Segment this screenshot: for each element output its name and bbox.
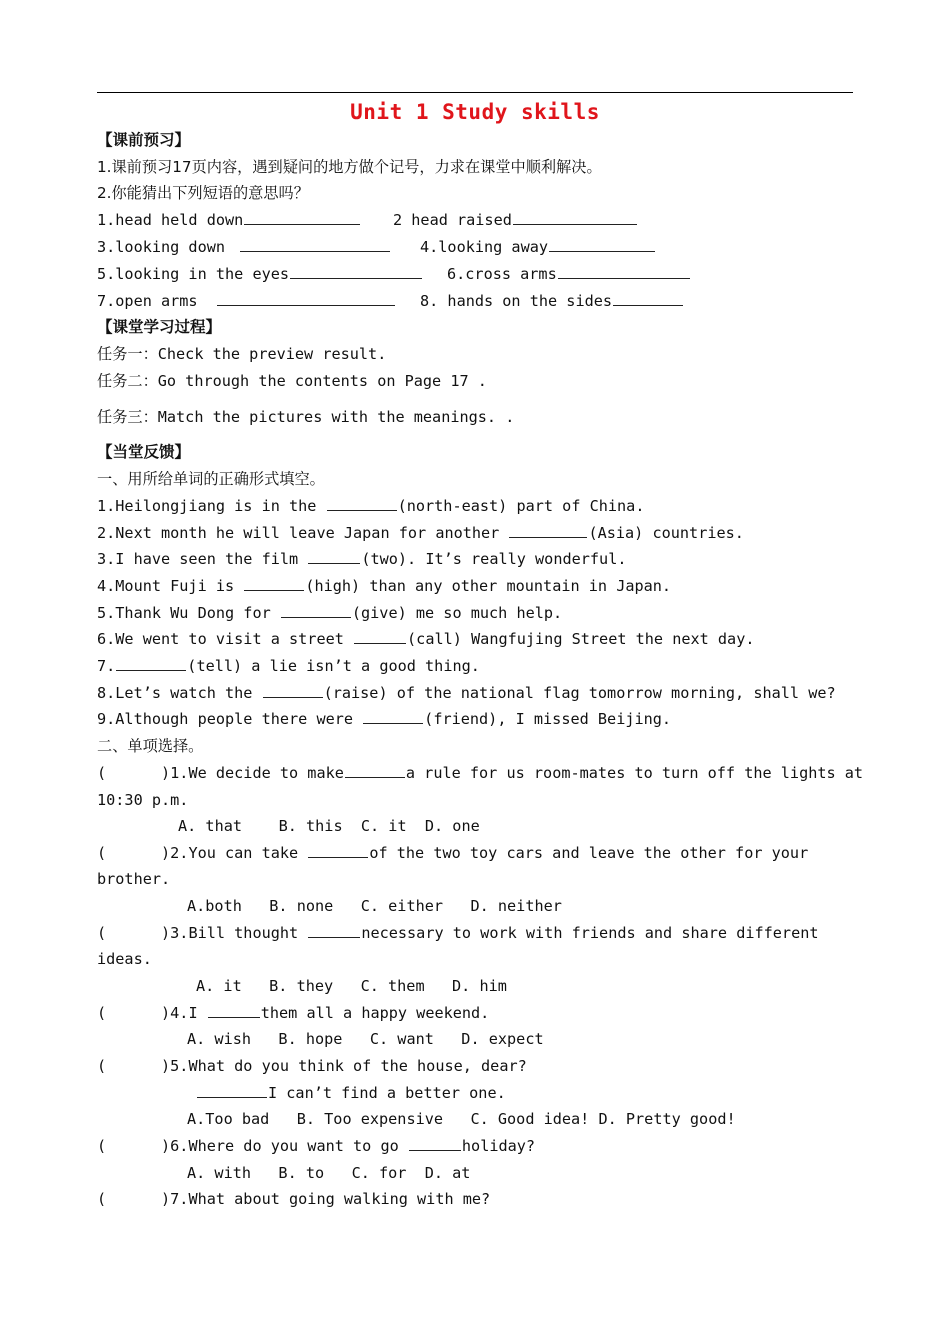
phrase-row-3 <box>97 237 391 257</box>
fill-item-1 <box>97 496 644 516</box>
fill-item-text: 5.Thank Wu Dong for <box>97 604 280 622</box>
question-text: I can’t find a better one. <box>268 1084 506 1102</box>
question-text: 7.What about going walking with me? <box>170 1190 491 1208</box>
answer-paren[interactable]: ( ) <box>97 924 171 942</box>
top-rule <box>97 92 853 93</box>
phrase-row-8 <box>420 291 684 311</box>
task-2 <box>97 371 487 391</box>
question-text: 1.We decide to make <box>170 764 344 782</box>
fill-item-4 <box>97 576 671 596</box>
answer-blank[interactable] <box>263 683 323 698</box>
choice-question-3-cont: ideas. <box>97 950 152 968</box>
question-text: holiday? <box>461 1137 536 1155</box>
answer-blank[interactable] <box>345 763 405 778</box>
choice-question-5 <box>97 1056 527 1076</box>
answer-blank[interactable] <box>308 843 368 858</box>
answer-paren[interactable]: ( ) <box>97 1190 171 1208</box>
fill-item-2 <box>97 523 744 543</box>
question-text: 4.I <box>170 1004 207 1022</box>
answer-blank[interactable] <box>197 1083 267 1098</box>
fill-item-text: 3.I have seen the film <box>97 550 308 568</box>
section-heading-preview: 【课前预习】 <box>97 131 191 149</box>
phrase-5: 5.looking in the eyes <box>97 265 290 283</box>
fill-item-text: 8.Let’s watch the <box>97 684 262 702</box>
answer-blank[interactable] <box>613 291 683 306</box>
answer-paren[interactable]: ( ) <box>97 1004 171 1022</box>
fill-heading: 一、用所给单词的正确形式填空。 <box>97 470 325 488</box>
answer-blank[interactable] <box>409 1136 461 1151</box>
preview-intro-2: 2.你能猜出下列短语的意思吗？ <box>97 184 309 202</box>
phrase-row-4 <box>420 237 656 257</box>
choice-question-1 <box>97 763 863 783</box>
fill-item-text: (friend), I missed Beijing. <box>424 710 672 728</box>
question-text: them all a happy weekend. <box>260 1004 490 1022</box>
phrase-3: 3.looking down <box>97 238 226 256</box>
task-1-text: Check the preview result. <box>157 345 387 363</box>
phrase-2: 2 head raised <box>393 211 512 229</box>
choice-question-7 <box>97 1189 490 1209</box>
fill-item-6 <box>97 629 755 649</box>
choice-options-2: A.both B. none C. either D. neither <box>187 897 562 915</box>
fill-item-text: 9.Although people there were <box>97 710 363 728</box>
choice-options-3: A. it B. they C. them D. him <box>196 977 507 995</box>
choice-options-6: A. with B. to C. for D. at <box>187 1164 471 1182</box>
section-heading-feedback: 【当堂反馈】 <box>97 443 191 461</box>
fill-item-text: (north-east) part of China. <box>397 497 645 515</box>
fill-item-text: 6.We went to visit a street <box>97 630 354 648</box>
task-3 <box>97 407 514 427</box>
fill-item-text: 4.Mount Fuji is <box>97 577 244 595</box>
answer-paren[interactable]: ( ) <box>97 764 171 782</box>
fill-item-5 <box>97 603 562 623</box>
task-1-label: 任务一： <box>97 345 158 363</box>
question-text: of the two toy cars and leave the other for your <box>369 844 809 862</box>
preview-intro-1: 1.课前预习17页内容，遇到疑问的地方做个记号，力求在课堂中顺利解决。 <box>97 158 602 176</box>
fill-item-text: (Asia) countries. <box>588 524 744 542</box>
fill-item-text: (two). It’s really wonderful. <box>361 550 627 568</box>
phrase-row-5 <box>97 264 423 284</box>
task-3-label: 任务三： <box>97 408 158 426</box>
fill-item-text: (tell) a lie isn’t a good thing. <box>187 657 480 675</box>
fill-item-text: (raise) of the national flag tomorrow morning, shall we? <box>323 684 836 702</box>
phrase-row-7 <box>97 291 396 311</box>
answer-blank[interactable] <box>354 629 406 644</box>
page-title: Unit 1 Study skills <box>350 100 600 124</box>
fill-item-text: 2.Next month he will leave Japan for another <box>97 524 509 542</box>
phrase-row-1 <box>97 210 361 230</box>
answer-blank[interactable] <box>244 210 360 225</box>
section-heading-classroom: 【课堂学习过程】 <box>97 318 222 336</box>
fill-item-text: 7. <box>97 657 116 675</box>
fill-item-7 <box>97 656 480 676</box>
answer-blank[interactable] <box>244 576 304 591</box>
answer-blank[interactable] <box>116 656 186 671</box>
choice-question-1-cont: 10:30 p.m. <box>97 791 189 809</box>
choice-question-6 <box>97 1136 535 1156</box>
fill-item-9 <box>97 709 671 729</box>
answer-blank[interactable] <box>290 264 422 279</box>
answer-blank[interactable] <box>308 923 360 938</box>
phrase-6: 6.cross arms <box>447 265 557 283</box>
task-2-label: 任务二： <box>97 372 158 390</box>
question-text: 3.Bill thought <box>170 924 308 942</box>
phrase-8: 8. hands on the sides <box>420 292 613 310</box>
choice-options-1: A. that B. this C. it D. one <box>178 817 480 835</box>
task-2-text: Go through the contents on Page 17 . <box>157 372 487 390</box>
task-1 <box>97 344 386 364</box>
answer-blank[interactable] <box>308 549 360 564</box>
answer-blank[interactable] <box>513 210 637 225</box>
answer-blank[interactable] <box>363 709 423 724</box>
answer-blank[interactable] <box>281 603 351 618</box>
choice-question-5-response <box>196 1083 506 1103</box>
phrase-row-6 <box>447 264 691 284</box>
phrase-row-2 <box>393 210 638 230</box>
choice-question-4 <box>97 1003 489 1023</box>
choice-question-2-cont: brother. <box>97 870 171 888</box>
choice-question-3 <box>97 923 819 943</box>
question-text: a rule for us room-mates to turn off the lights at <box>405 764 864 782</box>
phrase-1: 1.head held down <box>97 211 244 229</box>
answer-blank[interactable] <box>558 264 690 279</box>
choice-options-5: A.Too bad B. Too expensive C. Good idea! D. Pretty good! <box>187 1110 736 1128</box>
fill-item-text: (give) me so much help. <box>351 604 563 622</box>
answer-paren[interactable]: ( ) <box>97 844 171 862</box>
phrase-4: 4.looking away <box>420 238 549 256</box>
answer-blank[interactable] <box>240 237 390 252</box>
question-text: 6.Where do you want to go <box>170 1137 408 1155</box>
answer-paren[interactable]: ( ) <box>97 1137 171 1155</box>
answer-blank[interactable] <box>217 291 395 306</box>
answer-paren[interactable]: ( ) <box>97 1057 171 1075</box>
answer-blank[interactable] <box>327 496 397 511</box>
phrase-7: 7.open arms <box>97 292 198 310</box>
answer-blank[interactable] <box>509 523 587 538</box>
fill-item-3 <box>97 549 626 569</box>
task-3-text: Match the pictures with the meanings. . <box>157 408 515 426</box>
question-text: necessary to work with friends and share different <box>361 924 819 942</box>
fill-item-8 <box>97 683 836 703</box>
choice-heading: 二、单项选择。 <box>97 737 204 755</box>
fill-item-text: (call) Wangfujing Street the next day. <box>407 630 755 648</box>
question-text: 2.You can take <box>170 844 308 862</box>
question-text: 5.What do you think of the house, dear? <box>170 1057 527 1075</box>
choice-options-4: A. wish B. hope C. want D. expect <box>187 1030 544 1048</box>
choice-question-2 <box>97 843 808 863</box>
answer-blank[interactable] <box>208 1003 260 1018</box>
fill-item-text: 1.Heilongjiang is in the <box>97 497 326 515</box>
fill-item-text: (high) than any other mountain in Japan. <box>305 577 672 595</box>
answer-blank[interactable] <box>549 237 655 252</box>
